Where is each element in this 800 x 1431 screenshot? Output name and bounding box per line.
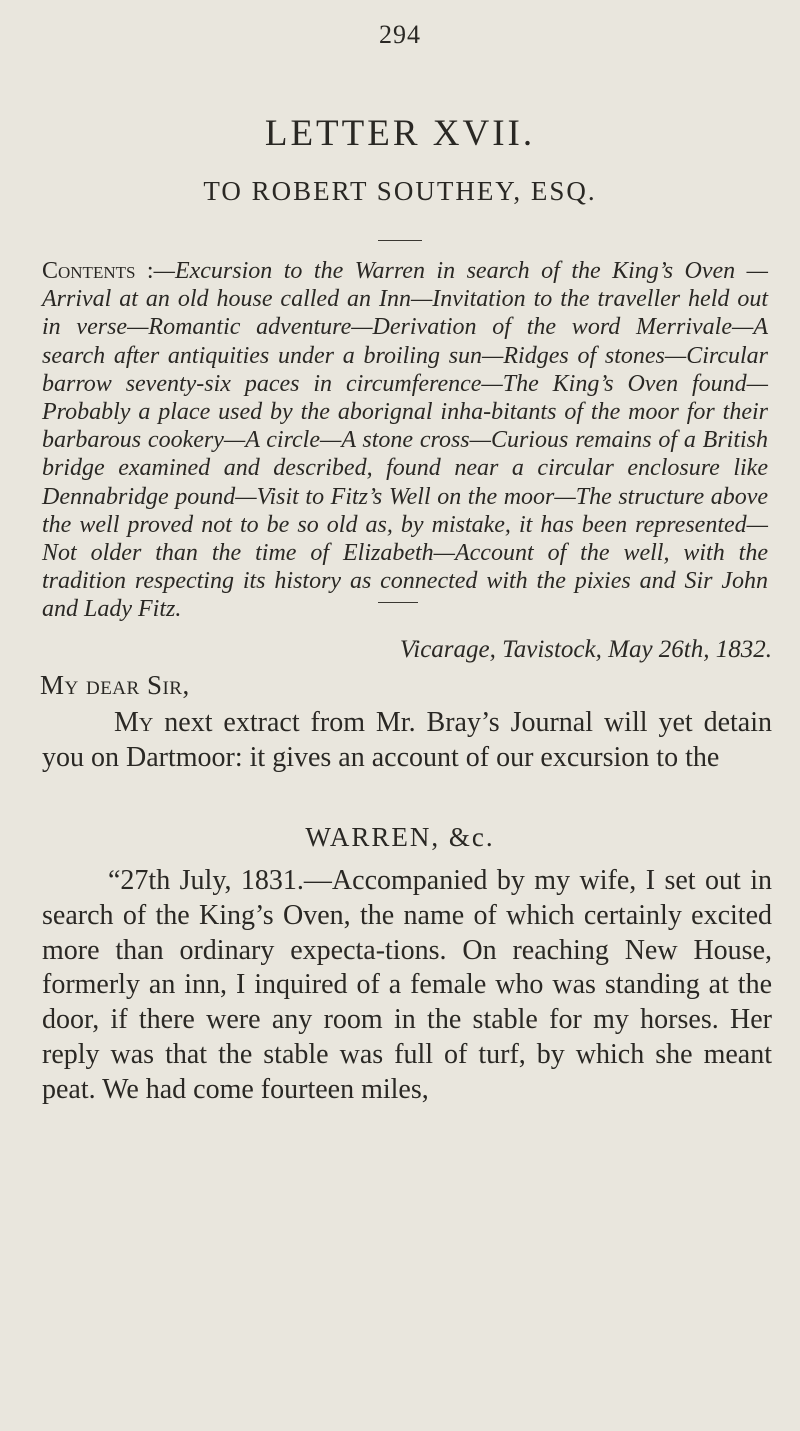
contents-summary bbox=[42, 257, 768, 624]
recipient-heading: TO ROBERT SOUTHEY, ESQ. bbox=[203, 176, 597, 206]
salutation: My dear Sir, bbox=[40, 670, 190, 700]
section-divider bbox=[378, 240, 422, 241]
body-paragraph bbox=[42, 706, 772, 775]
page-number: 294 bbox=[379, 20, 421, 49]
paragraph-text: next extract from Mr. Bray’s Journal will yet detain you on Dartmoor: it gives an account of our excursion to the bbox=[42, 707, 772, 773]
dateline: Vicarage, Tavistock, May 26th, 1832. bbox=[399, 636, 772, 663]
contents-text: —Excursion to the Warren in search of the King’s Oven —Arrival at an old house called an Inn—Invitation to the traveller held out in verse—Romantic adventure—Derivation of the word Merrivale—A search after antiquities under a broiling sun—Ridges of stones—Circular barrow seventy-six paces in circumference—The King’s Oven found—Probably a place used by the aborignal inha-bitants of the moor for their barbarous cookery—A circle—A stone cross—Curious remains of a British bridge examined and described, found near a circular enclosure like Dennabridge pound—Visit to Fitz’s Well on the moor—The structure above the well proved not to be so old as, by mistake, it has been represented—Not older than the time of Elizabeth—Account of the well, with the tradition respecting its history as connected with the pixies and Sir John and Lady Fitz. bbox=[42, 258, 768, 623]
body-paragraph: “27th July, 1831.—Accompanied by my wife, I set out in search of the King’s Oven, the name of which certainly excited more than ordinary expecta-tions. On reaching New House, formerly an inn, I inquired of a female who was standing at the door, if there were any room in the stable for my horses. Her reply was that the stable was full of turf, by which she meant peat. We had come fourteen miles, bbox=[42, 865, 772, 1105]
section-subheading: WARREN, &c. bbox=[305, 822, 495, 852]
paragraph-lead-word: My bbox=[114, 707, 154, 738]
contents-label: Contents : bbox=[42, 258, 154, 284]
section-divider bbox=[378, 602, 418, 603]
letter-title: LETTER XVII. bbox=[264, 113, 536, 154]
